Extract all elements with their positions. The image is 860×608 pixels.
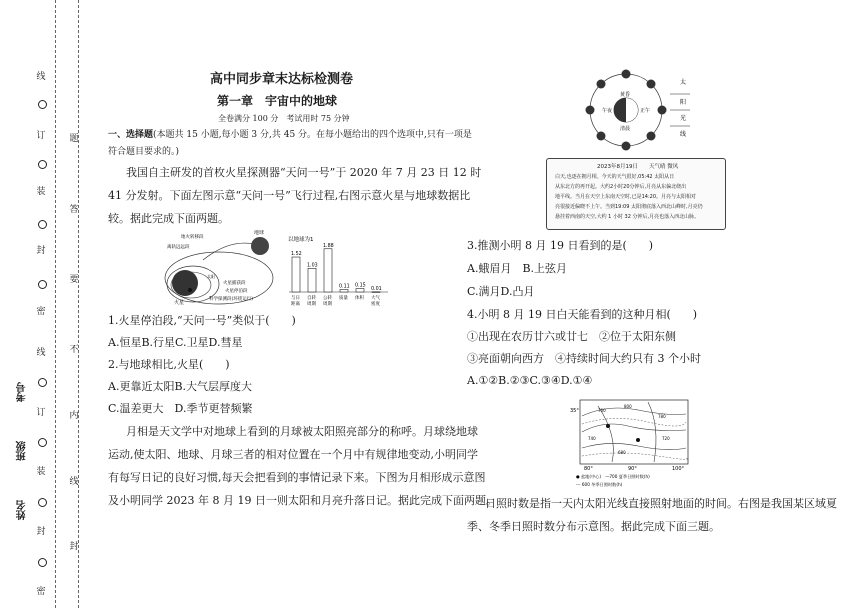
diary-line: 白天,也逐在拥月相。今天的天气很好,05:42 太阳从日 (555, 174, 675, 180)
passage2-line: 月相是天文学中对地球上看到的月球被太阳照亮部分的称呼。月球绕地球 (126, 425, 478, 438)
label-capture: 火星捕获段 (223, 281, 246, 286)
label-mars: 火星 (174, 300, 185, 306)
binding-hole (38, 100, 47, 109)
bar-value-label: 0.11 (339, 284, 350, 290)
bar-value-label: 1.03 (307, 263, 318, 269)
section1-header (108, 128, 472, 142)
diary-line: 地平线。当月在天空上东南天空时,已是14:20。月亮与太阳相对 (555, 194, 697, 200)
gutter-char: 不 (69, 345, 79, 355)
contour-label: 680 (618, 450, 626, 455)
passage2-line: 运动,使太阳、地球、月球三者的相对位置在一个月中有规律地变动,小明同学 (108, 448, 478, 461)
gutter-char: 答 (69, 205, 79, 215)
contour-label: 780 (658, 414, 666, 419)
binding-hole (38, 558, 47, 567)
gutter-char: 线 (69, 477, 79, 487)
q2-stem: 2.与地球相比,火星( ) (108, 358, 230, 371)
q1-options: A.恒星B.行星C.卫星D.彗星 (108, 336, 243, 349)
bar-5 (372, 292, 380, 293)
outer-cut-line (55, 0, 57, 608)
chart-title: 以地球为1 (288, 237, 314, 243)
diary-header: 2023年8月19日 天气晴 微风 (597, 164, 679, 170)
gutter-char: 线 (36, 348, 46, 358)
section1-desc-b: 符合题目要求的。) (108, 147, 180, 157)
inner-cut-line (78, 0, 80, 608)
label-dawn: 清晨 (620, 126, 631, 132)
label-transfer: 地火转移段 (181, 235, 204, 240)
diary-line: 悬挂着西南的天空,大约 1 小时 32 分钟后,月亮也落入西北山脉。 (555, 214, 700, 220)
bar-value-label: 0.01 (371, 286, 382, 292)
q1-stem: 1.火星停泊段,“天问一号”类似于( ) (108, 314, 296, 327)
map-legend-1: ● 盆地(中心) —700 夏季日照时数(h) (576, 474, 650, 479)
chapter-title: 第一章 宇宙中的地球 (217, 94, 338, 108)
sunshine-hours-map (568, 396, 692, 488)
passage1-line: 41 分发射。下面左图示意“天问一号”飞行过程,右图示意火星与地球数据比 (108, 189, 471, 202)
gutter-char: 题 (69, 134, 79, 144)
gutter-char: 封 (69, 542, 79, 552)
passage2-line: 有每写日记的良好习惯,每天会把看到的事情记录下来。下图为月相形成示意图 (108, 471, 486, 484)
category-label: 与日距离 (291, 296, 300, 307)
gutter-char: 装 (36, 187, 46, 197)
passage3-line: 季、冬季日照时数分布示意图。据此完成下面三题。 (467, 520, 720, 533)
contour-label: 740 (588, 436, 596, 441)
q2-options-a: A.更靠近太阳B.大气层厚度大 (108, 380, 253, 393)
xingming-label: 姓名 (17, 500, 28, 520)
gutter-char: 密 (36, 587, 46, 597)
gutter-char: 装 (36, 467, 46, 477)
mars-earth-bar-chart (284, 234, 390, 310)
contour-label: 800 (624, 404, 632, 409)
label-departure: 离轨远远段 (167, 245, 190, 250)
bar-2 (324, 249, 332, 292)
banji-label: 班级 (17, 441, 28, 461)
binding-hole (38, 378, 47, 387)
kaohao-label: 考号 (17, 382, 28, 402)
bar-1 (308, 268, 316, 292)
contour-label: 760 (598, 408, 606, 413)
section1-heading: 一、选择题 (108, 130, 154, 140)
q4-options: A.①②B.②③C.③④D.①④ (467, 374, 593, 387)
q4-items-2: ③亮面朝向西方 ④持续时间大约只有 3 个小时 (467, 352, 701, 365)
category-label: 自转周期 (307, 296, 316, 307)
diary-line: 亮很接近偏晓不上午。当到19:09 太阳彻底落入西北山峰时,月亮仍 (555, 204, 703, 210)
category-label: 大气密度 (371, 296, 380, 307)
exam-meta: 全卷满分 100 分 考试用时 75 分钟 (218, 114, 350, 123)
lon-label: 100° (672, 466, 685, 472)
label-midnight: 午夜 (602, 108, 613, 114)
gutter-char: 订 (36, 408, 46, 418)
gutter-char: 内 (69, 411, 79, 421)
diary-note (546, 158, 726, 230)
q4-stem: 4.小明 8 月 19 日白天能看到的这种月相( ) (467, 308, 698, 321)
passage2-line: 及小明同学 2023 年 8 月 19 日一则太阳和月亮升落日记。据此完成下面两题。 (108, 494, 497, 507)
sun-dot (188, 288, 192, 292)
gutter-char: 封 (36, 527, 46, 537)
bar-4 (356, 289, 364, 292)
label-parking: 火星停泊段 (225, 289, 248, 294)
gutter-char: 订 (36, 131, 46, 141)
gutter-char: 封 (36, 246, 46, 256)
exam-title: 高中同步章末达标检测卷 (210, 72, 354, 87)
q3-options-b: C.满月D.凸月 (467, 285, 535, 298)
category-label: 质量 (339, 296, 348, 301)
passage1-line: 我国自主研发的首枚火星探测器“天问一号”于 2020 年 7 月 23 日 12 时 (126, 166, 482, 179)
passage1-line: 较。据此完成下面两题。 (108, 212, 229, 225)
label-sun: 太阳 (207, 274, 215, 279)
binding-hole (38, 220, 47, 229)
bar-3 (340, 289, 348, 292)
mars-mission-orbit-figure (163, 230, 291, 308)
lon-label: 80° (584, 466, 593, 472)
mars-icon (172, 270, 198, 296)
label-sunlight-3: 光 (680, 115, 687, 122)
bar-value-label: 1.52 (291, 252, 302, 258)
category-label: 公转周期 (323, 296, 332, 307)
diary-line: 从东北方的再开起。大约2小时20分钟后,月亮从东偏北绕出 (555, 184, 687, 190)
binding-hole (38, 438, 47, 447)
q3-options-a: A.蛾眉月 B.上弦月 (467, 262, 568, 275)
bar-value-label: 0.15 (355, 283, 366, 289)
lon-label: 90° (628, 466, 637, 472)
bar-0 (292, 257, 300, 292)
label-earth: 地球 (254, 230, 265, 236)
label-sunlight-1: 太 (680, 79, 687, 86)
binding-hole (38, 498, 47, 507)
lat-label: 35° (570, 408, 579, 414)
label-noon: 正午 (640, 108, 651, 114)
gutter-char: 要 (69, 275, 79, 285)
label-dusk: 黄昏 (620, 92, 631, 98)
q4-items-1: ①出现在农历廿六或廿七 ②位于太阳东侧 (467, 330, 676, 343)
contour-label: 720 (662, 436, 670, 441)
q2-options-b: C.温差更大 D.季节更替频繁 (108, 402, 253, 415)
gutter-char: 密 (36, 307, 46, 317)
moon-phase-figure (578, 64, 694, 156)
section1-desc-a: (本题共 15 小题,每小题 3 分,共 45 分。在每小题给出的四个选项中,只有一项是 (153, 130, 472, 140)
category-label: 体积 (355, 296, 364, 301)
bar-value-label: 1.88 (323, 243, 334, 249)
label-sunlight-4: 线 (680, 131, 687, 138)
earth-icon (251, 237, 269, 255)
binding-hole (38, 160, 47, 169)
gutter-char: 线 (36, 72, 46, 82)
binding-hole (38, 280, 47, 289)
label-sunlight-2: 阳 (680, 99, 687, 106)
map-legend-2: --- 600 冬季日照时数(h) (576, 482, 623, 487)
passage3-line: 日照时数是指一天内太阳光线直接照射地面的时间。右图是我国某区域夏 (485, 497, 837, 510)
label-science: 科学探测段(环绕运行) (209, 297, 254, 302)
q3-stem: 3.推测小明 8 月 19 日看到的是( ) (467, 239, 654, 252)
